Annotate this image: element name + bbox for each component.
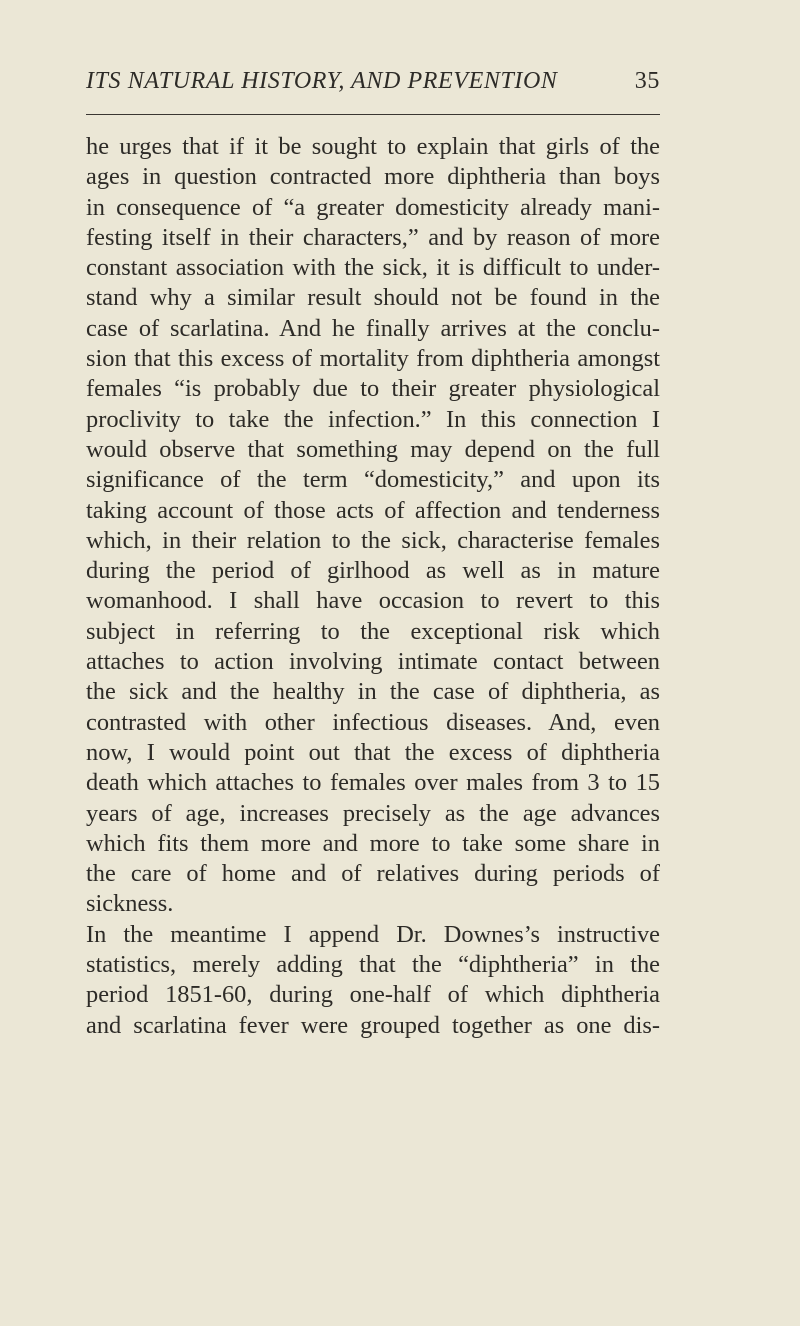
text-line: statistics, merely adding that the “diphtheria” in the <box>86 951 660 979</box>
text-line: which fits them more and more to take some share in <box>86 829 660 857</box>
text-line: during the period of girlhood as well as in mature <box>86 557 660 585</box>
text-line: contrasted with other infectious diseases. And, even <box>86 708 660 736</box>
text-line: womanhood. I shall have occasion to revert to this <box>86 587 660 615</box>
body-text <box>86 132 660 1041</box>
text-line: proclivity to take the infection.” In this connection I <box>86 405 660 433</box>
text-line: years of age, increases precisely as the age advances <box>86 799 660 827</box>
text-line: ages in question contracted more diphtheria than boys <box>86 163 660 191</box>
text-line: females “is probably due to their greater physiological <box>86 375 660 403</box>
page-number: 35 <box>634 68 660 94</box>
running-head-title: ITS NATURAL HISTORY, AND PREVENTION <box>86 68 558 94</box>
text-line: he urges that if it be sought to explain that girls of the <box>86 133 660 160</box>
text-line: taking account of those acts of affection and tenderness <box>86 496 660 524</box>
text-line: stand why a similar result should not be found in the <box>86 284 660 312</box>
text-line: and scarlatina fever were grouped together as one dis- <box>86 1011 660 1039</box>
text-line: In the meantime I append Dr. Downes’s instructive <box>86 920 660 948</box>
running-head <box>86 68 660 104</box>
text-line: period 1851-60, during one-half of which diphtheria <box>86 981 660 1009</box>
text-line: now, I would point out that the excess of diphtheria <box>86 738 660 766</box>
text-line: constant association with the sick, it is difficult to under- <box>86 254 660 282</box>
text-line: festing itself in their characters,” and by reason of more <box>86 223 660 251</box>
text-line: the care of home and of relatives during periods of <box>86 860 660 888</box>
text-line: would observe that something may depend on the full <box>86 435 660 463</box>
text-line: in consequence of “a greater domesticity already mani- <box>86 193 660 221</box>
text-line: which, in their relation to the sick, characterise females <box>86 526 660 554</box>
text-line: sion that this excess of mortality from diphtheria amongst <box>86 345 660 373</box>
text-line: the sick and the healthy in the case of diphtheria, as <box>86 678 660 706</box>
text-line: case of scarlatina. And he finally arrives at the conclu- <box>86 314 660 342</box>
text-line: significance of the term “domesticity,” and upon its <box>86 466 660 494</box>
header-rule <box>86 114 660 115</box>
text-line: subject in referring to the exceptional risk which <box>86 617 660 645</box>
text-line: sickness. <box>86 890 174 918</box>
text-line: death which attaches to females over males from 3 to 15 <box>86 769 660 797</box>
text-line: attaches to action involving intimate contact between <box>86 648 660 676</box>
